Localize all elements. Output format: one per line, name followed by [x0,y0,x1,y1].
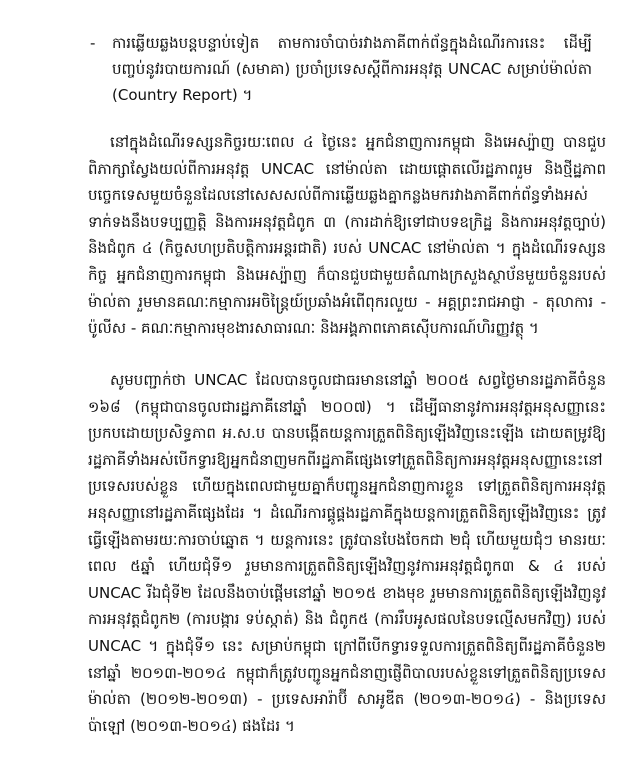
paragraph-visit: នៅក្នុងដំណើរទស្សនកិច្ចរយៈពេល ៤ ថ្ងៃនេះ អ្នកជំនាញការកម្ពុជា និងអេស្ប៉ាញ បានជួបពិភាក្សាស្វែងយល់ពីការអនុវត្ត UNCAC នៅម៉ាល់តា ដោយផ្តោតលើរដ្ឋភាពរួម និងថ្មីដ្ឋភាពបច្ចេកទេសមួយចំនួនដែលនៅសេសសល់ពីការឆ្លើយឆ្លងគ្នាកន្លងមករវាងភាគីពាក់ព័ន្ធទាំងអស់ ទាក់ទងនឹងបទប្បញ្ញត្តិ និងការអនុវត្តជំពូក ៣ (ការដាក់ឱ្យទៅជាបទឧក្រិដ្ឋ និងការអនុវត្តច្បាប់) និងជំពូក ៤ (កិច្ចសហប្រតិបត្តិការអន្តរជាតិ) របស់ UNCAC នៅម៉ាល់តា ។ ក្នុងដំណើរទស្សនកិច្ច អ្នកជំនាញការកម្ពុជា និងអេស្ប៉ាញ ក៏បានជួបជាមួយតំណាងក្រសួងស្ថាប័នមួយចំនួនរបស់ម៉ាល់តា រួមមានគណៈកម្មាការអចិន្ត្រៃយ៍ប្រឆាំងអំពើពុករលួយ - អគ្គព្រះរាជអាជ្ញា - តុលាការ - ប៉ូលីស - គណៈកម្មាការមុខងារសាធារណៈ និងអង្គភាពភោគស៊ើបការណ៍ហិរញ្ញវត្ថុ ។ [88,133,606,338]
bullet-text: ការឆ្លើយឆ្លងបន្តបន្ទាប់ទៀត តាមការចាំបាច់រវាងភាគីពាក់ព័ន្ធក្នុងដំណើរការនេះ ដើម្បីបញ្ចប់នូវរបាយការណ៍ (សមាគា) ប្រចាំប្រទេសស្តីពីការអនុវត្ត UNCAC សម្រាប់ម៉ាល់តា (Country Report) ។ [112,34,592,104]
bullet-marker: - [90,34,96,52]
paragraph-uncac-mechanism: សូមបញ្ជាក់ថា UNCAC ដែលបានចូលជាធរមាននៅឆ្នាំ ២០០៥ សព្វថ្ងៃមានរដ្ឋភាគីចំនួន ១៦៨ (កម្ពុជាបានចូលជារដ្ឋភាគីនៅឆ្នាំ ២០០៧) ។ ដើម្បីធានានូវការអនុវត្តអនុសញ្ញានេះ ប្រកបដោយប្រសិទ្ធភាព អ.ស.ប បានបង្កើតយន្តការត្រួតពិនិត្យឡើងវិញនេះឡើង ដោយតម្រូវឱ្យរដ្ឋភាគីទាំងអស់បើកទ្វារឱ្យអ្នកជំនាញមកពីរដ្ឋភាគីផ្សេងទៅត្រួតពិនិត្យការអនុវត្តអនុសញ្ញានេះនៅប្រទេសរបស់ខ្លួន ហើយក្នុងពេលជាមួយគ្នាក៏បញ្ជូនអ្នកជំនាញការខ្លួន ទៅត្រួតពិនិត្យការអនុវត្តអនុសញ្ញានៅរដ្ឋភាគីផ្សេងដែរ ។ ដំណើរការផ្គូផ្គងរដ្ឋភាគីក្នុងយន្តការត្រួតពិនិត្យឡើងវិញនេះ ត្រូវធ្វើឡើងតាមរយៈការចាប់ឆ្នោត ។ យន្តការនេះ ត្រូវបានបែងចែកជា ២ជុំ ហើយមួយជុំៗ មានរយៈពេល ៥ឆ្នាំ ហើយជុំទី១ រួមមានការត្រួតពិនិត្យឡើងវិញនូវការអនុវត្តជំពូក៣ & ៤ របស់ UNCAC រីឯជុំទី២ ដែលនឹងចាប់ផ្តើមនៅឆ្នាំ ២០១៥ ខាងមុខ រួមមានការត្រួតពិនិត្យឡើងវិញនូវការអនុវត្តជំពូក២ (ការបង្ការ ទប់ស្កាត់) និង ជំពូក៥ (ការរឹបអូសផលនៃបទល្មើសមកវិញ) របស់ UNCAC ។ ក្នុងជុំទី១ នេះ សម្រាប់កម្ពុជា ក្រៅពីបើកទ្វារទទួលការត្រួតពិនិត្យពីរដ្ឋភាគីចំនួន២ នៅឆ្នាំ ២០១៣-២០១៤ កម្ពុជាក៏ត្រូវបញ្ជូនអ្នកជំនាញផ្ញើពិបាលរបស់ខ្លួនទៅត្រួតពិនិត្យប្រទេសម៉ាល់តា (២០១២-២០១៣) - ប្រទេសអារ៉ាប៊ី សាអូឌីត (២០១៣-២០១៤) - និងប្រទេសប៉ាឡៅ (២០១៣-២០១៤) ផងដែរ ។ [88,371,606,735]
